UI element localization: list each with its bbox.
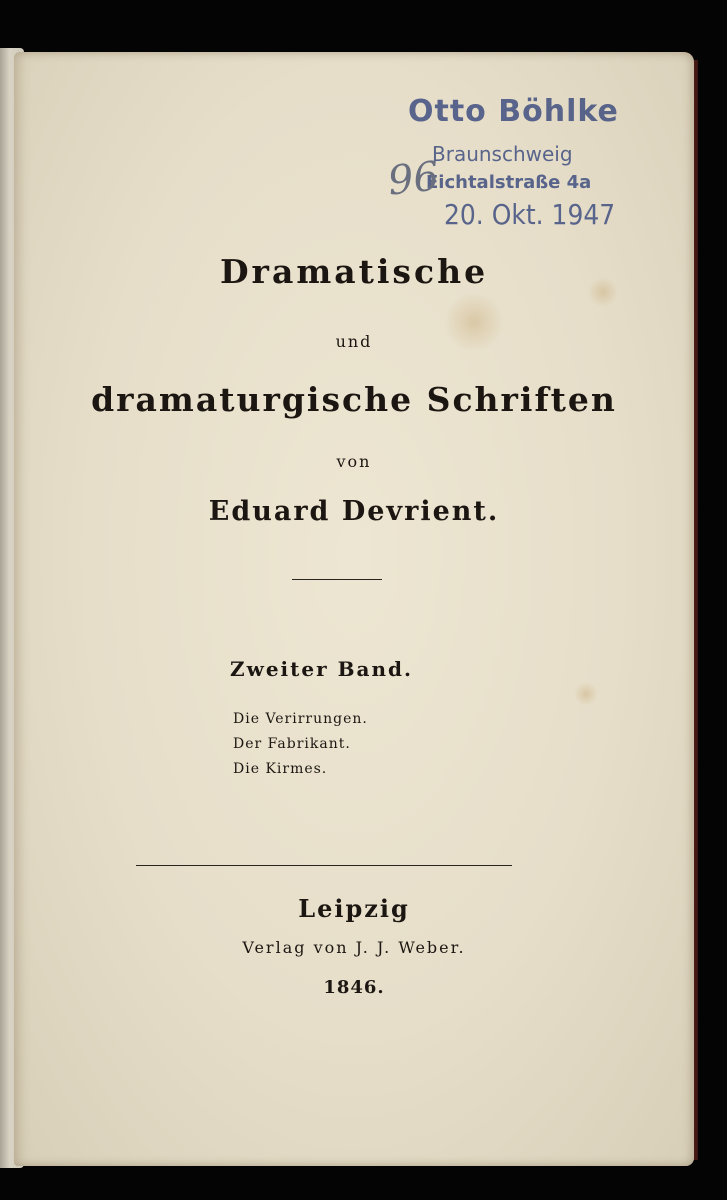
stamp-street: Eichtalstraße 4a <box>426 172 592 193</box>
stamp-owner-name: Otto Böhlke <box>408 94 619 129</box>
show-through-text <box>114 597 574 613</box>
author-name: Eduard Devrient. <box>208 496 500 527</box>
short-divider <box>292 579 382 580</box>
contents-item: Die Kirmes. <box>233 761 328 777</box>
title-line-2: dramaturgische Schriften <box>91 380 617 419</box>
stamp-date: 20. Okt. 1947 <box>444 198 616 231</box>
foxing-stain <box>574 682 598 706</box>
title-conjunction: und <box>335 332 373 351</box>
contents-item: Die Verirrungen. <box>233 711 368 727</box>
ownership-stamp <box>404 94 654 244</box>
title-page <box>14 52 694 1166</box>
imprint-publisher: Verlag von J. J. Weber. <box>242 938 466 957</box>
imprint-year: 1846. <box>323 977 385 998</box>
contents-item: Der Fabrikant. <box>233 736 351 752</box>
volume-label: Zweiter Band. <box>230 657 413 681</box>
handwritten-note: 96 <box>385 153 442 205</box>
imprint-place: Leipzig <box>298 894 410 923</box>
stamp-city: Braunschweig <box>432 142 573 166</box>
author-preposition: von <box>336 452 372 471</box>
volume-contents-list <box>233 707 368 782</box>
title-line-1: Dramatische <box>219 252 489 291</box>
long-divider <box>136 865 512 866</box>
